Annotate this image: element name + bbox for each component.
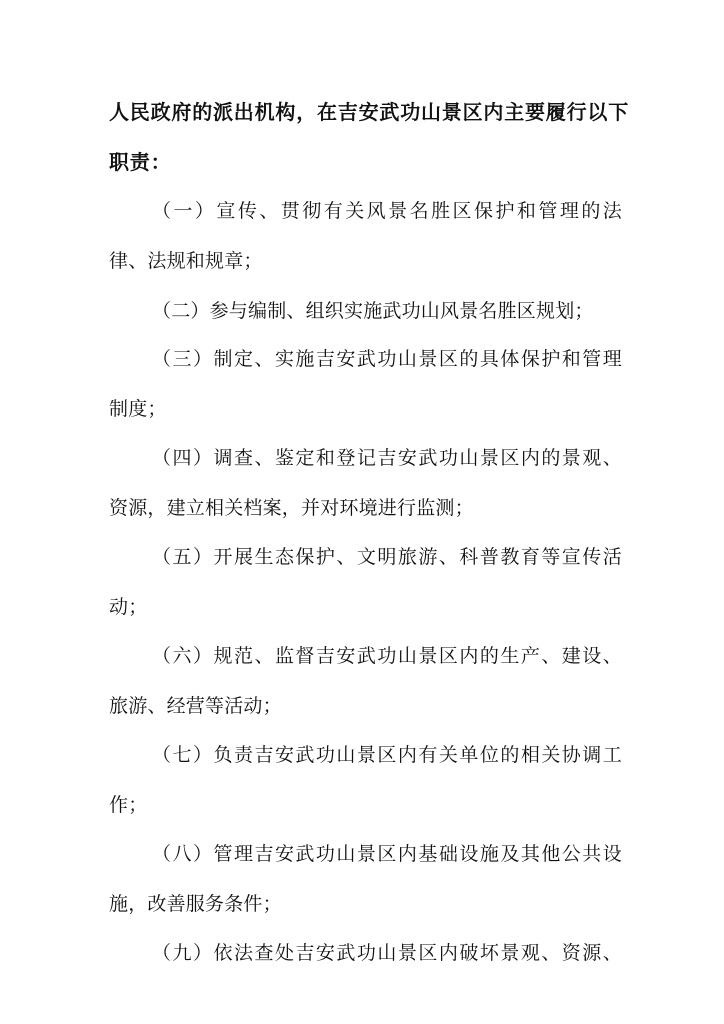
text-line-14: （七）负责吉安武功山景区内有关单位的相关协调工 bbox=[152, 744, 622, 766]
text-line-8: （四）调查、鉴定和登记吉安武功山景区内的景观、 bbox=[152, 447, 622, 469]
text-line-9: 资源，建立相关档案，并对环境进行监测； bbox=[109, 497, 474, 519]
text-line-13: 旅游、经营等活动； bbox=[109, 695, 282, 717]
text-line-3: （一）宣传、贯彻有关风景名胜区保护和管理的法 bbox=[152, 200, 622, 222]
text-line-6: （三）制定、实施吉安武功山景区的具体保护和管理 bbox=[152, 348, 622, 370]
text-line-16: （八）管理吉安武功山景区内基础设施及其他公共设 bbox=[152, 843, 622, 865]
text-line-1: 人民政府的派出机构，在吉安武功山景区内主要履行以下 bbox=[109, 100, 629, 124]
text-line-7: 制度； bbox=[109, 398, 167, 420]
text-line-5: （二）参与编制、组织实施武功山风景名胜区规划； bbox=[152, 300, 594, 322]
text-line-15: 作； bbox=[109, 794, 148, 816]
text-line-12: （六）规范、监督吉安武功山景区内的生产、建设、 bbox=[152, 645, 622, 667]
text-line-17: 施，改善服务条件； bbox=[109, 893, 282, 915]
text-line-2: 职责： bbox=[109, 150, 172, 174]
text-line-18: （九）依法查处吉安武功山景区内破坏景观、资源、 bbox=[152, 942, 622, 964]
text-line-11: 动； bbox=[109, 596, 148, 618]
text-line-4: 律、法规和规章； bbox=[109, 250, 263, 272]
text-line-10: （五）开展生态保护、文明旅游、科普教育等宣传活 bbox=[152, 546, 622, 568]
